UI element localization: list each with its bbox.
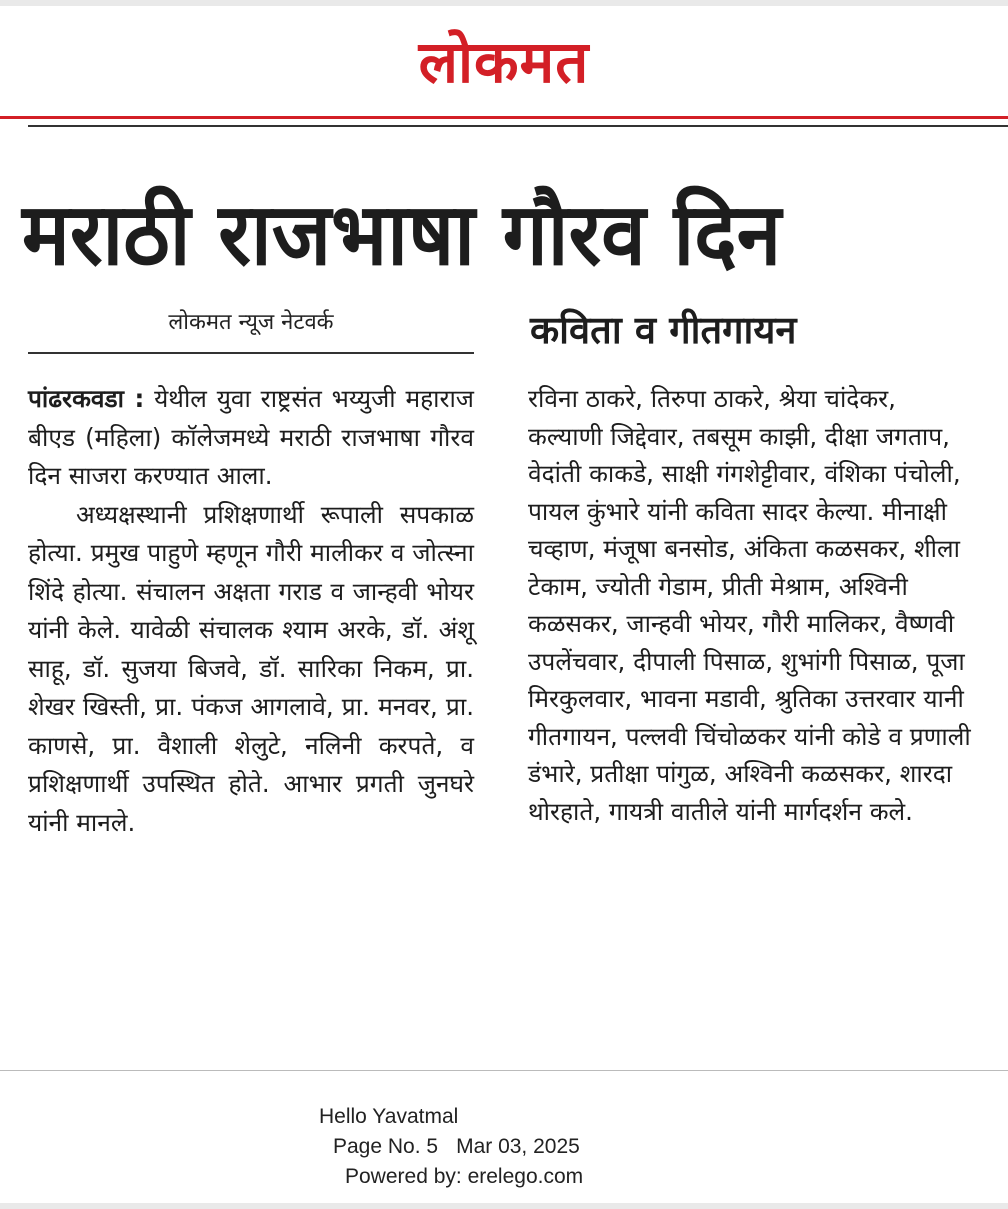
top-border bbox=[0, 0, 1008, 6]
masthead-logo: लोकमत bbox=[418, 28, 590, 96]
footer-page-number: Page No. 5 bbox=[333, 1135, 439, 1158]
footer-date: Mar 03, 2025 bbox=[456, 1135, 580, 1158]
headline: मराठी राजभाषा गौरव दिन bbox=[22, 185, 782, 285]
article-paragraph-1 bbox=[28, 380, 474, 496]
footer-divider bbox=[0, 1070, 1008, 1071]
article-paragraph-2: अध्यक्षस्थानी प्रशिक्षणार्थी रूपाली सपकाळ होत्या. प्रमुख पाहुणे म्हणून गौरी मालीकर व जोत्स्ना शिंदे होत्या. संचालन अक्षता गराड व जान्हवी भोयर यांनी केले. यावेळी संचालक श्याम अरके, डॉ. अंशू साहू, डॉ. सुजया बिजवे, डॉ. सारिका निकम, प्रा. शेखर खिस्ती, प्रा. पंकज आगलावे, प्रा. मनवर, प्रा. काणसे, प्रा. वैशाली शेलुटे, नलिनी करपते, व प्रशिक्षणार्थी उपस्थित होते. आभार प्रगती जुनघरे यांनी मानले. bbox=[28, 499, 474, 837]
sidebar-subhead: कविता व गीतगायन bbox=[530, 308, 797, 352]
footer-page-line bbox=[333, 1135, 580, 1159]
bottom-border bbox=[0, 1203, 1008, 1209]
sidebar-paragraph: रविना ठाकरे, तिरुपा ठाकरे, श्रेया चांदेकर, कल्याणी जिद्देवार, तबसूम काझी, दीक्षा जगताप, वेदांती काकडे, साक्षी गंगशेट्टीवार, वंशिका पंचोली, पायल कुंभारे यांनी कविता सादर केल्या. मीनाक्षी चव्हाण, मंजूषा बनसोड, अंकिता कळसकर, शीला टेकाम, ज्योती गेडाम, प्रीती मेश्राम, अश्विनी कळसकर, जान्हवी भोयर, गौरी मालिकर, वैष्णवी उपलेंचवार, दीपाली पिसाळ, शुभांगी पिसाळ, पूजा मिरकुलवार, भावना मडावी, श्रुतिका उत्तरवार यानी गीतगायन, पल्लवी चिंचोळकर यांनी कोडे व प्रणाली डंभारे, प्रतीक्षा पांगुळ, अश्विनी कळसकर, शारदा थोरहाते, गायत्री वातीले यांनी मार्गदर्शन कले. bbox=[528, 384, 971, 826]
masthead-dark-divider bbox=[28, 125, 1008, 127]
byline-divider bbox=[28, 352, 474, 354]
byline: लोकमत न्यूज नेटवर्क bbox=[168, 310, 334, 335]
sidebar-column bbox=[528, 380, 973, 1040]
footer-edition: Hello Yavatmal bbox=[319, 1105, 459, 1128]
footer-powered-by: Powered by: erelego.com bbox=[345, 1165, 584, 1188]
article-paragraph-1-text: येथील युवा राष्ट्रसंत भय्युजी महाराज बीएड (महिला) कॉलेजमध्ये मराठी राजभाषा गौरव दिन साजरा करण्यात आला. bbox=[28, 384, 474, 490]
article-column bbox=[28, 380, 474, 1040]
masthead-red-divider bbox=[0, 116, 1008, 119]
dateline: पांढरकवडा : bbox=[28, 384, 145, 413]
